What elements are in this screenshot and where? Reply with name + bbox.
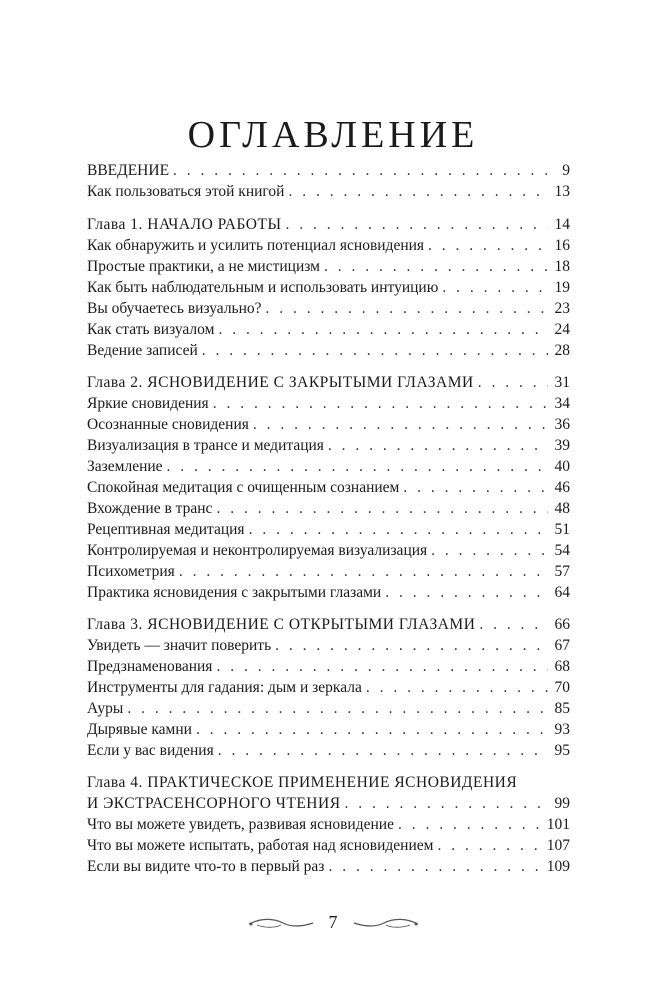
- toc-entry-title: Как обнаружить и усилить потенциал ясновидения: [87, 237, 425, 254]
- toc-entry-title: Ауры: [87, 700, 124, 717]
- toc-entry-page: 36: [554, 416, 570, 433]
- dot-leader: [179, 561, 548, 582]
- dot-leader: [285, 214, 548, 235]
- left-flourish-ornament: [247, 915, 315, 931]
- toc-entry: [87, 561, 570, 582]
- toc-entry: [87, 740, 570, 761]
- chapter-2-section: [87, 372, 570, 603]
- right-flourish-ornament: [352, 915, 420, 931]
- toc-entry-page: 46: [554, 479, 570, 496]
- toc-entry-page: 19: [554, 279, 570, 296]
- dot-leader: [288, 181, 548, 202]
- toc-entry-title: Рецептивная медитация: [87, 521, 245, 538]
- toc-entry-page: 68: [554, 658, 570, 675]
- toc-entry-page: 85: [554, 700, 570, 717]
- toc-entry-page: 13: [554, 183, 570, 200]
- toc-entry-page: 57: [554, 563, 570, 580]
- toc-entry-title: Психометрия: [87, 563, 175, 580]
- toc-entry: [87, 498, 570, 519]
- toc-entry: [87, 340, 570, 361]
- dot-leader: [167, 456, 548, 477]
- toc-entry: [87, 698, 570, 719]
- dot-leader: [428, 235, 548, 256]
- dot-leader: [324, 256, 548, 277]
- toc-entry: [87, 235, 570, 256]
- toc-entry-title: Яркие сновидения: [87, 395, 209, 412]
- toc-entry: [87, 456, 570, 477]
- toc-entry-title: Как стать визуалом: [87, 321, 215, 338]
- toc-entry-page: 48: [554, 500, 570, 517]
- toc-entry: [87, 298, 570, 319]
- toc-entry: [87, 856, 570, 877]
- toc-entry-title: Что вы можете увидеть, развивая ясновидение: [87, 816, 394, 833]
- toc-entry-page: 39: [554, 437, 570, 454]
- dot-leader: [437, 835, 542, 856]
- dot-leader: [431, 540, 548, 561]
- chapter-title-line-2: И ЭКСТРАСЕНСОРНОГО ЧТЕНИЯ: [87, 795, 341, 812]
- dot-leader: [253, 414, 548, 435]
- toc-entry-page: 24: [554, 321, 570, 338]
- dot-leader: [127, 698, 548, 719]
- dot-leader: [398, 814, 543, 835]
- chapter-3-section: [87, 614, 570, 761]
- dot-leader: [328, 856, 542, 877]
- toc-entry-title: Вхождение в транс: [87, 500, 213, 517]
- toc-entry-page: 107: [546, 837, 570, 854]
- dot-leader: [403, 477, 548, 498]
- toc-entry: [87, 582, 570, 603]
- dot-leader: [249, 519, 548, 540]
- dot-leader: [275, 635, 548, 656]
- toc-entry: [87, 277, 570, 298]
- toc-entry-page: 54: [554, 542, 570, 559]
- chapter-title: Глава 2. ЯСНОВИДЕНИЕ С ЗАКРЫТЫМИ ГЛАЗАМИ: [87, 374, 474, 391]
- toc-entry-page: 95: [554, 742, 570, 759]
- dot-leader: [173, 160, 548, 181]
- dot-leader: [442, 277, 548, 298]
- chapter-page: 14: [554, 216, 570, 233]
- page-footer: [0, 912, 666, 933]
- dot-leader: [479, 614, 548, 635]
- toc-entry-page: 28: [554, 342, 570, 359]
- toc-entry: [87, 393, 570, 414]
- dot-leader: [366, 677, 548, 698]
- dot-leader: [385, 582, 548, 603]
- chapter-page: 31: [554, 374, 570, 391]
- toc-entry: [87, 540, 570, 561]
- dot-leader: [345, 793, 548, 814]
- chapter-heading: [87, 614, 570, 635]
- chapter-page: 66: [554, 616, 570, 633]
- toc-entry-title: Увидеть — значит поверить: [87, 637, 272, 654]
- toc-entry-page: 51: [554, 521, 570, 538]
- chapter-heading: [87, 793, 570, 814]
- toc-entry: [87, 635, 570, 656]
- dot-leader: [216, 656, 548, 677]
- toc-entry-page: 64: [554, 584, 570, 601]
- chapter-title: Глава 3. ЯСНОВИДЕНИЕ С ОТКРЫТЫМИ ГЛАЗАМИ: [87, 616, 476, 633]
- toc-entry-title: Осознанные сновидения: [87, 416, 249, 433]
- toc-entry-page: 101: [546, 816, 570, 833]
- toc-entry-title: Как пользоваться этой книгой: [87, 183, 285, 200]
- toc-entry-title: Если вы видите что-то в первый раз: [87, 858, 325, 875]
- toc-entry-title: Вы обучаетесь визуально?: [87, 300, 262, 317]
- toc-entry-title: Заземление: [87, 458, 163, 475]
- chapter-heading: [87, 214, 570, 235]
- dot-leader: [478, 372, 548, 393]
- toc-entry: [87, 477, 570, 498]
- toc-entry: [87, 656, 570, 677]
- toc-entry-title: Что вы можете испытать, работая над ясновидением: [87, 837, 434, 854]
- toc-entry-title: Простые практики, а не мистицизм: [87, 258, 320, 275]
- chapter-4-section: [87, 772, 570, 877]
- toc-entry-page: 9: [562, 162, 570, 179]
- toc-entry-page: 109: [546, 858, 570, 875]
- toc-entry-title: Если у вас видения: [87, 742, 214, 759]
- toc-entry-title: Как быть наблюдательным и использовать интуицию: [87, 279, 439, 296]
- dot-leader: [213, 393, 548, 414]
- toc-entry-title: Спокойная медитация с очищенным сознанием: [87, 479, 400, 496]
- toc-entry-how-to-use: [87, 181, 570, 202]
- toc-entry: [87, 814, 570, 835]
- toc-entry-title: Контролируемая и неконтролируемая визуализация: [87, 542, 428, 559]
- dot-leader: [216, 498, 548, 519]
- toc-entry: [87, 435, 570, 456]
- toc-entry: [87, 719, 570, 740]
- toc-entry-page: 93: [554, 721, 570, 738]
- page-title: ОГЛАВЛЕНИЕ: [187, 114, 479, 157]
- dot-leader: [196, 719, 548, 740]
- toc-entry-page: 67: [554, 637, 570, 654]
- toc-entry-page: 18: [554, 258, 570, 275]
- toc-entry-title: Практика ясновидения с закрытыми глазами: [87, 584, 382, 601]
- toc-entry-title: Инструменты для гадания: дым и зеркала: [87, 679, 362, 696]
- page-number: 7: [328, 912, 338, 932]
- dot-leader: [218, 740, 548, 761]
- toc-entry-page: 70: [554, 679, 570, 696]
- toc-entry-title: ВВЕДЕНИЕ: [87, 162, 170, 179]
- toc-entry-introduction: [87, 160, 570, 181]
- table-of-contents: [87, 160, 570, 877]
- dot-leader: [266, 298, 548, 319]
- toc-entry-title: Предзнаменования: [87, 658, 213, 675]
- chapter-heading: [87, 372, 570, 393]
- dot-leader: [328, 435, 548, 456]
- toc-entry: [87, 519, 570, 540]
- toc-entry-page: 23: [554, 300, 570, 317]
- chapter-title-line-1: Глава 4. ПРАКТИЧЕСКОЕ ПРИМЕНЕНИЕ ЯСНОВИДЕНИЯ: [87, 774, 518, 791]
- chapter-page: 99: [554, 795, 570, 812]
- toc-entry-title: Дырявые камни: [87, 721, 192, 738]
- toc-entry: [87, 835, 570, 856]
- chapter-title: Глава 1. НАЧАЛО РАБОТЫ: [87, 216, 282, 233]
- toc-entry-page: 40: [554, 458, 570, 475]
- toc-entry: [87, 256, 570, 277]
- toc-entry-title: Ведение записей: [87, 342, 198, 359]
- toc-entry-page: 16: [554, 237, 570, 254]
- dot-leader: [202, 340, 548, 361]
- toc-entry: [87, 319, 570, 340]
- toc-entry-title: Визуализация в трансе и медитация: [87, 437, 324, 454]
- dot-leader: [218, 319, 548, 340]
- toc-entry: [87, 414, 570, 435]
- chapter-1-section: [87, 214, 570, 361]
- toc-entry: [87, 677, 570, 698]
- toc-entry-page: 34: [554, 395, 570, 412]
